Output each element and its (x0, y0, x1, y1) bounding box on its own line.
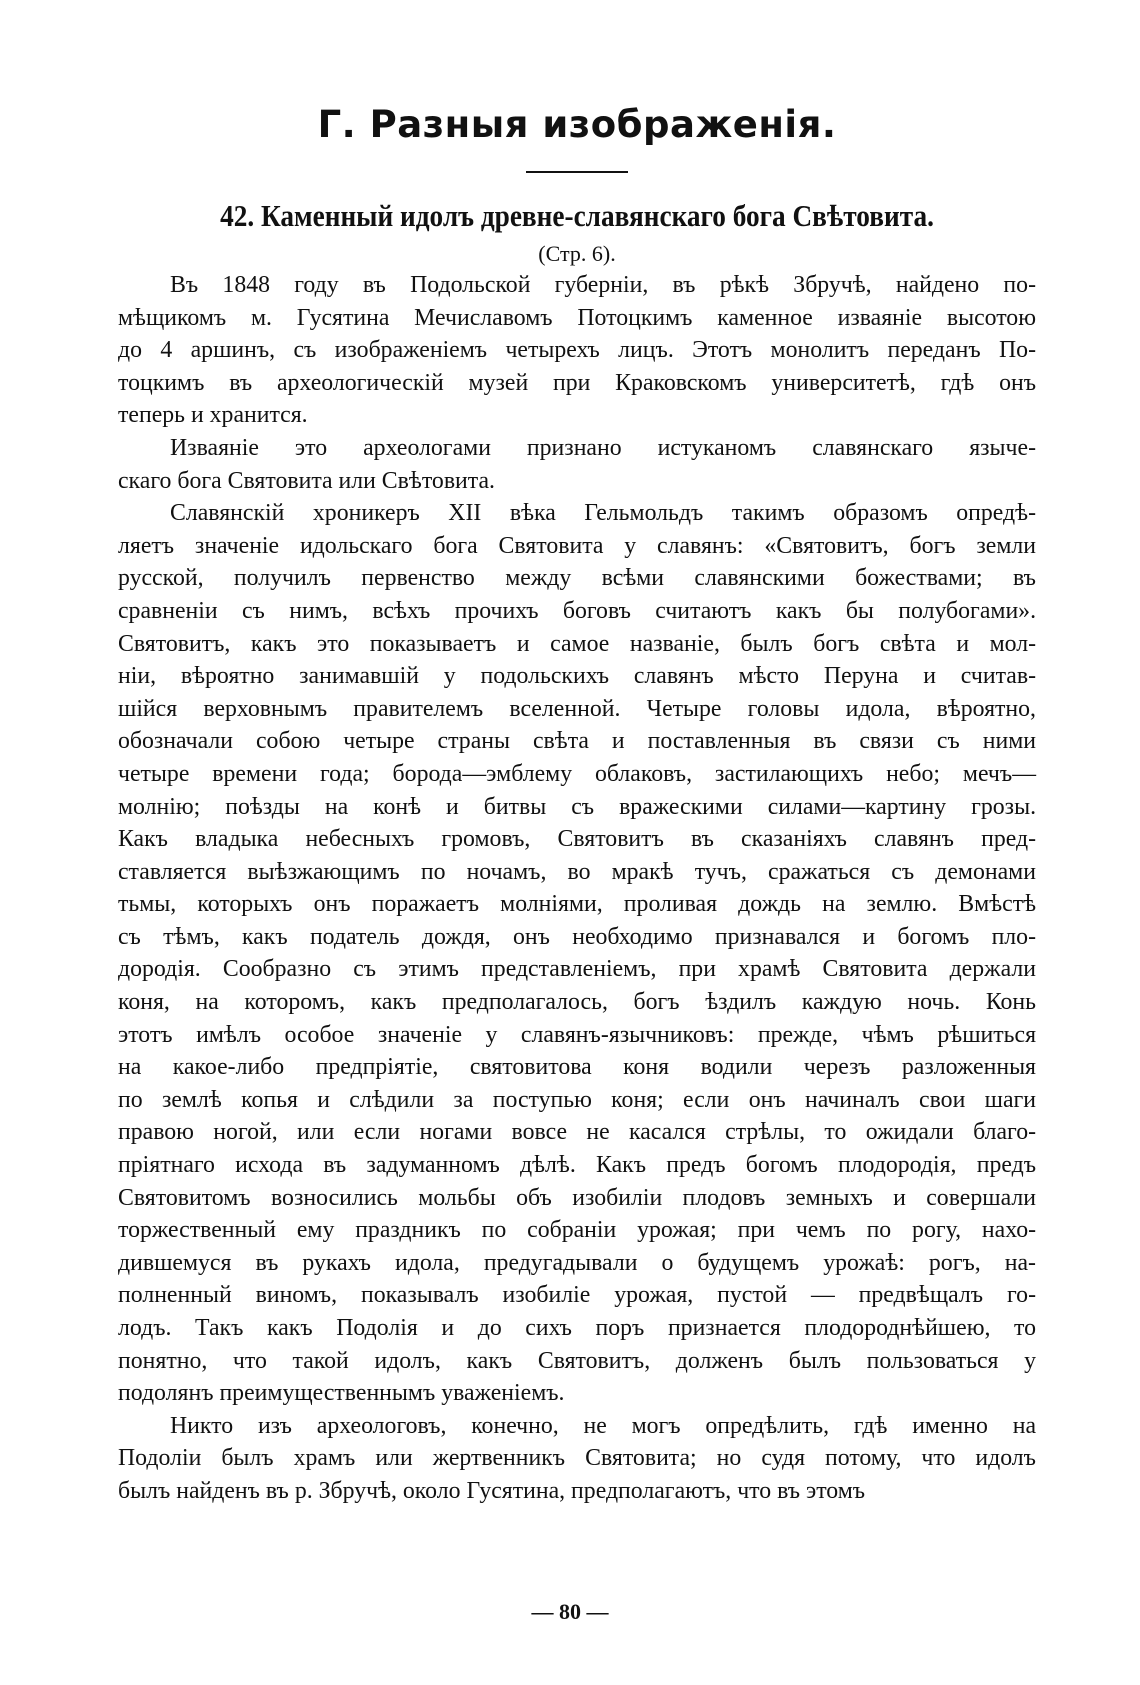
text-line: молнію; поѣзды на конѣ и битвы съ вражескими силами—картину грозы. (118, 793, 1037, 820)
text-line: тоцкимъ въ археологическій музей при Краковскомъ университетѣ, гдѣ онъ (118, 369, 1037, 396)
text-line: мѣщикомъ м. Гусятина Мечиславомъ Потоцкимъ каменное изваяніе высотою (118, 304, 1036, 331)
text-line: ставляется выѣзжающимъ по ночамъ, во мракѣ тучъ, сражаться съ демонами (118, 858, 1036, 885)
text-line: понятно, что такой идолъ, какъ Святовитъ, долженъ былъ пользоваться у (118, 1347, 1036, 1374)
text-line: теперь и хранится. (118, 402, 308, 429)
text-line: шійся верховнымъ правителемъ вселенной. Четыре головы идола, вѣроятно, (118, 695, 1037, 722)
text-line: скаго бога Святовита или Свѣтовита. (118, 467, 495, 494)
text-line: на какое-либо предпріятіе, святовитова коня водили черезъ разложенныя (118, 1054, 1037, 1081)
page-reference: (Стр. 6). (538, 241, 616, 266)
text-line: ляетъ значеніе идольскаго бога Святовита у славянъ: «Святовитъ, богъ земли (118, 532, 1037, 559)
text-line: былъ найденъ въ р. Збручѣ, около Гусятина, предполагаютъ, что въ этомъ (118, 1477, 866, 1504)
text-line: Какъ владыка небесныхъ громовъ, Святовитъ въ сказаніяхъ славянъ пред- (118, 826, 1036, 853)
text-line: тьмы, которыхъ онъ поражаетъ молніями, проливая дождь на землю. Вмѣстѣ (118, 891, 1037, 918)
body-text (118, 269, 1036, 1508)
text-line: съ тѣмъ, какъ податель дождя, онъ необходимо признавался и богомъ пло- (118, 923, 1037, 950)
text-line: по землѣ копья и слѣдили за поступью коня; если онъ начиналъ свои шаги (118, 1086, 1037, 1113)
text-line: пріятнаго исхода въ задуманномъ дѣлѣ. Какъ предъ богомъ плодородія, предъ (118, 1152, 1037, 1179)
text-line: правою ногой, или если ногами вовсе не касался стрѣлы, то ожидали благо- (118, 1119, 1037, 1146)
section-title: Г. Разныя изображенія. (317, 103, 837, 146)
paragraph (118, 269, 1036, 432)
text-line: четыре времени года; борода—эмблему облаковъ, застилающихъ небо; мечъ— (118, 760, 1036, 787)
text-line: Подоліи былъ храмъ или жертвенникъ Святовита; но судя потому, что идолъ (118, 1445, 1036, 1472)
text-line: Славянскій хроникеръ XII вѣка Гельмольдъ такимъ образомъ опредѣ- (170, 500, 1037, 527)
page (118, 100, 1036, 1508)
text-line: полненный виномъ, показывалъ изобиліе урожая, пустой — предвѣщалъ го- (118, 1282, 1036, 1309)
text-line: русской, получилъ первенство между всѣми славянскими божествами; въ (118, 565, 1036, 592)
text-line: дившемуся въ рукахъ идола, предугадывали о будущемъ урожаѣ: рогъ, на- (118, 1249, 1036, 1276)
text-line: Святовитомъ возносились мольбы объ изобиліи плодовъ земныхъ и совершали (118, 1184, 1036, 1211)
paragraph (118, 432, 1036, 497)
text-line: Изваяніе это археологами признано истуканомъ славянскаго язычe- (170, 434, 1036, 461)
paragraph (118, 1410, 1036, 1508)
text-line: сравненіи съ нимъ, всѣхъ прочихъ боговъ считаютъ какъ бы полубогами». (118, 597, 1037, 624)
text-line: этотъ имѣлъ особое значеніе у славянъ-язычниковъ: прежде, чѣмъ рѣшиться (118, 1021, 1037, 1048)
text-line: Никто изъ археологовъ, конечно, не могъ опредѣлить, гдѣ именно на (170, 1412, 1037, 1439)
text-line: дородія. Сообразно съ этимъ представленіемъ, при храмѣ Святовита держали (118, 956, 1036, 983)
text-line: обозначали собою четыре страны свѣта и поставленныя въ связи съ ними (118, 728, 1037, 755)
text-line: лодъ. Такъ какъ Подолія и до сихъ поръ признается плодороднѣйшею, то (118, 1315, 1037, 1341)
text-line: до 4 аршинъ, съ изображеніемъ четырехъ лицъ. Этотъ монолитъ переданъ По- (118, 337, 1036, 364)
title-divider (526, 171, 628, 173)
text-line: ніи, вѣроятно занимавшій у подольскихъ славянъ мѣсто Перуна и считав- (118, 663, 1037, 690)
text-line: Въ 1848 году въ Подольской губерніи, въ рѣкѣ Збручѣ, найдено по- (170, 272, 1036, 298)
text-line: подолянъ преимущественнымъ уваженіемъ. (118, 1380, 565, 1407)
paragraph (118, 497, 1036, 1410)
article-title: 42. Каменный идолъ древне-славянскаго бога Свѣтовита. (220, 198, 934, 233)
page-number: — 80 — (531, 1599, 609, 1624)
text-line: Святовитъ, какъ это показываетъ и самое названіе, былъ богъ свѣта и мол- (118, 630, 1037, 657)
text-line: коня, на которомъ, какъ предполагалось, богъ ѣздилъ каждую ночь. Конь (118, 989, 1036, 1016)
text-line: торжественный ему праздникъ по собраніи урожая; при чемъ по рогу, нахо- (118, 1217, 1037, 1244)
